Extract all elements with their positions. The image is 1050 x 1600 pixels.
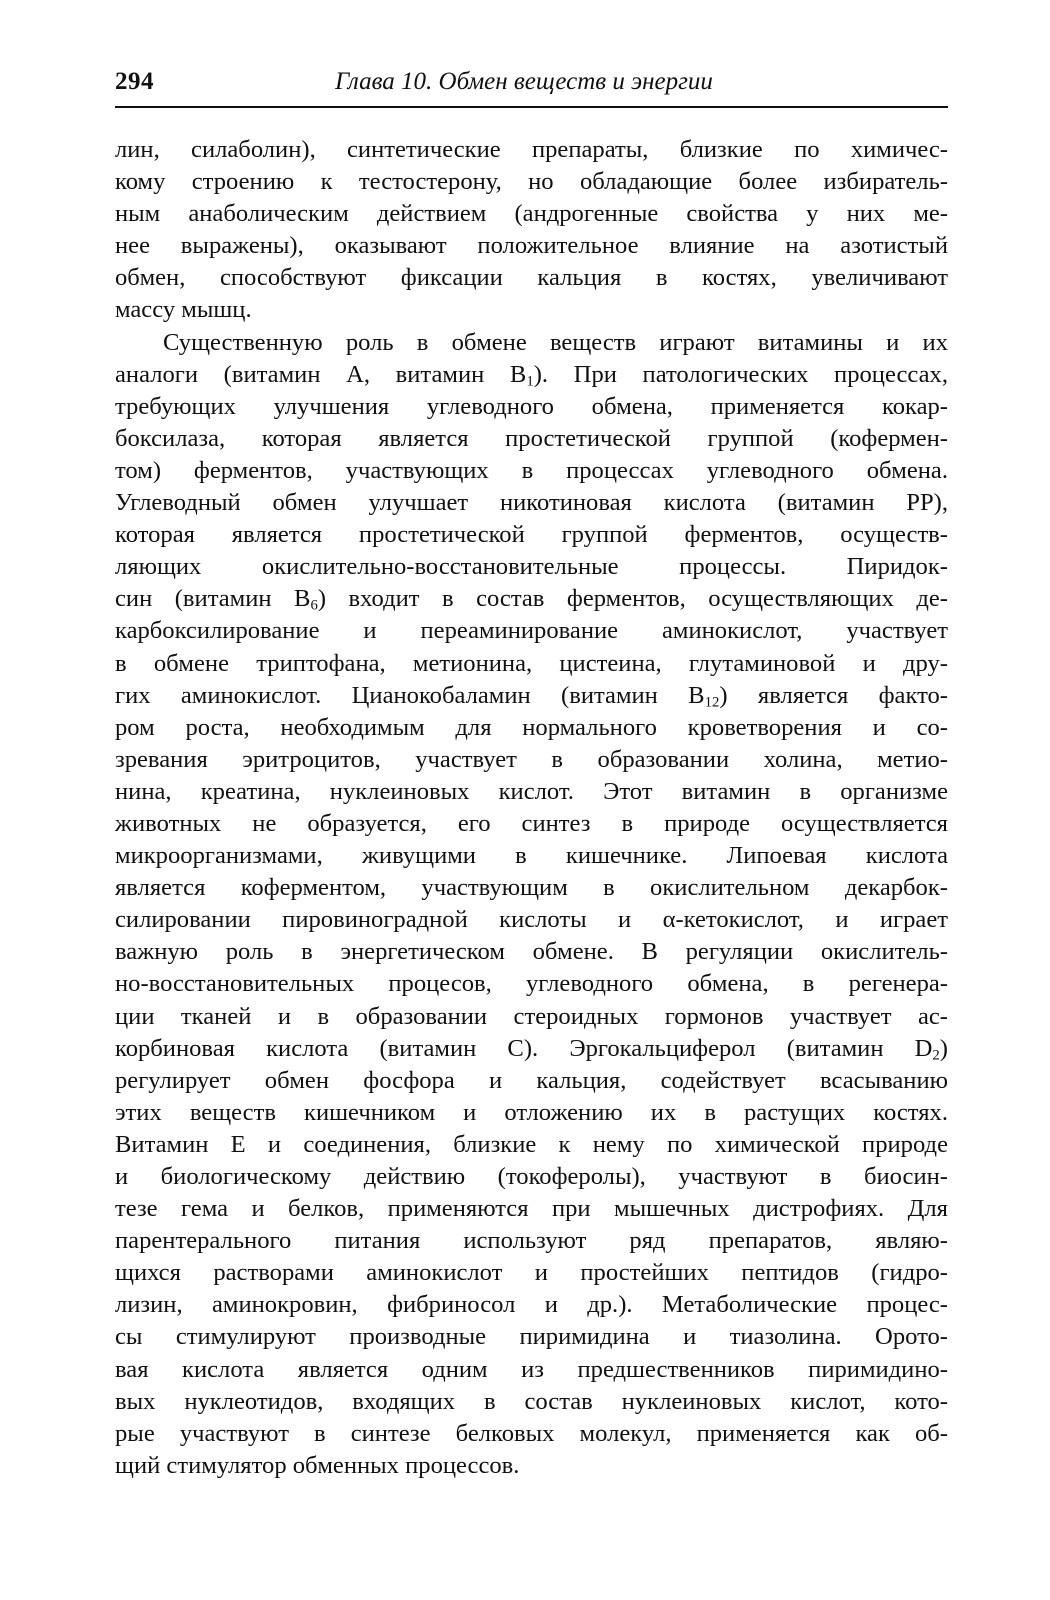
- text-line: но-восстановительных процесов, углеводного обмена, в регенера-: [115, 970, 948, 998]
- text-line: нина, креатина, нуклеиновых кислот. Этот витамин в организме: [115, 777, 948, 805]
- text-line: ции тканей и в образовании стероидных гормонов участвует ас-: [115, 1002, 948, 1030]
- text-line: микроорганизмами, живущими в кишечнике. Липоевая кислота: [115, 842, 948, 870]
- text-line: тезе гема и белков, применяются при мышечных дистрофиях. Для: [115, 1195, 948, 1223]
- text-line: карбоксилирование и переаминирование аминокислот, участвует: [115, 617, 948, 645]
- text-line: рые участвуют в синтезе белковых молекул, применяется как об-: [115, 1419, 948, 1447]
- text-line: вая кислота является одним из предшественников пиримидино-: [115, 1355, 948, 1383]
- text-segment: гих аминокислот. Цианокобаламин (витамин В: [115, 681, 705, 709]
- text-line: ляющих окислительно-восстановительные процессы. Пиридок-: [115, 553, 948, 581]
- text-line: Существенную роль в обмене веществ играют витамины и их: [163, 328, 948, 356]
- text-line: требующих улучшения углеводного обмена, применяется кокар-: [115, 392, 948, 420]
- chapter-title: Глава 10. Обмен веществ и энергии: [335, 68, 713, 95]
- text-line: ром роста, необходимым для нормального кроветворения и со-: [115, 713, 948, 741]
- text-line: лин, силаболин), синтетические препараты, близкие по химичес-: [115, 136, 948, 163]
- text-line: этих веществ кишечником и отложению их в растущих костях.: [115, 1098, 948, 1126]
- text-line: [115, 1033, 948, 1065]
- text-line: боксилаза, которая является простетической группой (кофермен-: [115, 424, 948, 452]
- text-line: зревания эритроцитов, участвует в образовании холина, метио-: [115, 745, 948, 773]
- text-line: и биологическому действию (токоферолы), участвуют в биосин-: [115, 1163, 948, 1190]
- text-line: нее выражены), оказывают положительное влияние на азотистый: [115, 232, 948, 260]
- text-line: ным анаболическим действием (андрогенные свойства у них ме-: [115, 200, 948, 228]
- text-line: щихся растворами аминокислот и простейших пептидов (гидро-: [115, 1259, 948, 1287]
- text-line: обмен, способствуют фиксации кальция в костях, увеличивают: [115, 264, 948, 292]
- text-segment: ). При патологических процессах,: [533, 360, 948, 388]
- text-segment: ) входит в состав ферментов, осуществляющих де-: [317, 585, 948, 613]
- subscript: 1: [526, 373, 534, 390]
- text-segment: аналоги (витамин А, витамин В: [115, 360, 527, 388]
- text-line: щий стимулятор обменных процессов.: [115, 1451, 520, 1479]
- text-segment: ) является факто-: [719, 681, 948, 709]
- page-number: 294: [115, 68, 154, 95]
- text-segment: син (витамин В: [115, 585, 311, 613]
- text-line: лизин, аминокровин, фибриносол и др.). Метаболические процес-: [115, 1291, 948, 1319]
- text-line: парентерального питания используют ряд препаратов, являю-: [115, 1227, 948, 1255]
- running-head: [115, 66, 948, 108]
- text-line: Углеводный обмен улучшает никотиновая кислота (витамин РР),: [115, 489, 948, 517]
- text-segment: корбиновая кислота (витамин С). Эргокальциферол (витамин D: [115, 1034, 933, 1062]
- text-segment: ): [939, 1034, 948, 1062]
- text-line: [115, 680, 948, 712]
- subscript: 2: [932, 1047, 940, 1064]
- text-line: том) ферментов, участвующих в процессах углеводного обмена.: [115, 456, 948, 484]
- text-line: в обмене триптофана, метионина, цистеина, глутаминовой и дру-: [115, 649, 948, 677]
- text-line: [115, 583, 948, 615]
- text-line: силировании пировиноградной кислоты и α-кетокислот, и играет: [115, 906, 948, 934]
- text-line: важную роль в энергетическом обмене. В регуляции окислитель-: [115, 938, 948, 966]
- text-line: кому строению к тестостерону, но обладающие более избиратель-: [115, 168, 948, 196]
- text-line: массу мышц.: [115, 296, 252, 324]
- text-line: сы стимулируют производные пиримидина и тиазолина. Орото-: [115, 1323, 948, 1351]
- body-text: [115, 134, 948, 1482]
- text-line: является коферментом, участвующим в окислительном декарбок-: [115, 874, 948, 902]
- text-line: [115, 359, 948, 391]
- text-line: животных не образуется, его синтез в природе осуществляется: [115, 809, 948, 837]
- text-line: Витамин Е и соединения, близкие к нему по химической природе: [115, 1130, 948, 1158]
- text-line: которая является простетической группой ферментов, осуществ-: [115, 521, 948, 549]
- text-line: вых нуклеотидов, входящих в состав нуклеиновых кислот, кото-: [115, 1387, 948, 1415]
- text-line: регулирует обмен фосфора и кальция, содействует всасыванию: [115, 1066, 948, 1094]
- subscript: 12: [704, 694, 720, 711]
- subscript: 6: [310, 598, 318, 614]
